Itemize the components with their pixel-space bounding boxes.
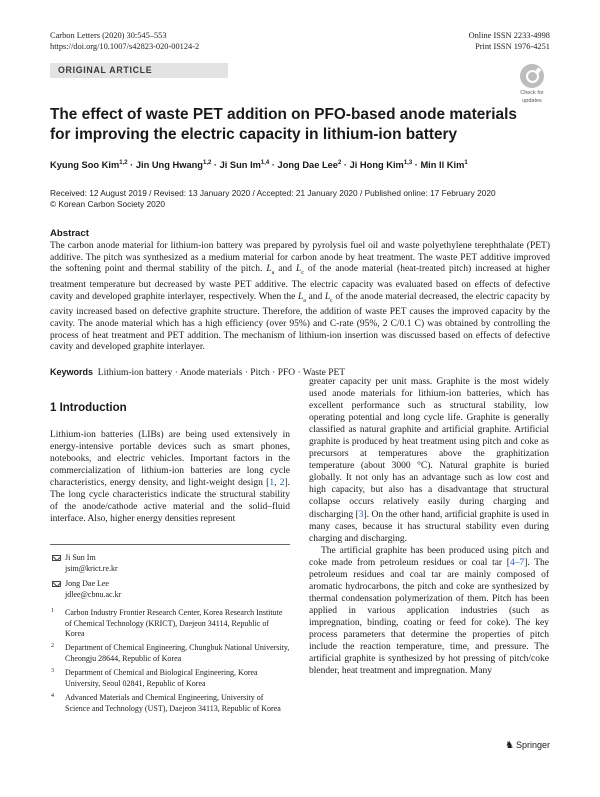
- abstract-text: The carbon anode material for lithium-ion battery was prepared by pyrolysis fuel oil and waste polyethylene terephthalate (PET) additive. The pitch was synthesized as a medium material for carbon anode by heat treatment. The waste PET additive improved the softening point and thermal stability of the pitch.: [50, 241, 550, 275]
- keywords-label: Keywords: [50, 367, 94, 377]
- paragraph: [309, 376, 549, 545]
- title-line-2: for improving the electric capacity in lithium-ion battery: [50, 126, 458, 143]
- author-affiliation-marker: 1,3: [403, 160, 413, 166]
- citation-link[interactable]: 2: [279, 478, 285, 489]
- author-affiliation-marker: 1: [464, 160, 468, 166]
- abstract-text: of the anode material decreased, the electric capacity by cavity increased based on defective graphite structure. Therefore, the addition of waste PET causes the improved capacity by the cavity. The anode material which has a high efficiency (over 95%) and C-rate (95%, 2 C/0.1 C) was obtained by controlling the process of heat treatment and PET addition. The mechanism of lithium-ion insertion was discussed based on effects of defective cavity and developed graphite interlayer.: [50, 291, 550, 353]
- affiliation-text: Advanced Materials and Chemical Engineering, University of Science and Technology (UST), Daejeon 34113, Republic of Korea: [65, 693, 281, 713]
- author-separator: ·: [341, 160, 350, 171]
- body-text: Lithium-ion batteries (LIBs) are being used extensively in energy-intensive portable devices such as smart phones, notebooks, and electric vehicles. Important factors in the commercialization of lithium-ion batteries are long cycle characteristics, energy density, and light-weight design [: [50, 430, 290, 489]
- check-updates-label-2: updates: [522, 98, 542, 104]
- affiliation-text: Carbon Industry Frontier Research Center, Korea Research Institute of Chemical Technology (KRICT), Daejeon 34114, Republic of Korea: [65, 608, 283, 639]
- abstract-text: of the anode material (heat-treated pitch) increased at higher treatment temperature but decreased by waste PET additive. The electric capacity was evaluated based on effects of defective cavity and developed graphite interlayer, respectively. When the: [50, 264, 551, 302]
- author-name[interactable]: Ji Hong Kim: [349, 160, 404, 171]
- abstract-text: and: [305, 291, 325, 302]
- journal-citation: Carbon Letters (2020) 30:545–553: [50, 31, 167, 40]
- running-header-right: [469, 30, 550, 52]
- lc-symbol: L: [324, 291, 331, 302]
- author-name[interactable]: Jong Dae Lee: [277, 160, 338, 171]
- copyright-notice: © Korean Carbon Society 2020: [50, 199, 165, 209]
- check-for-updates-button[interactable]: [514, 64, 550, 104]
- lc-symbol: L: [295, 264, 302, 275]
- author-separator: ·: [211, 160, 220, 171]
- author-affiliation-marker: 1,2: [119, 160, 128, 166]
- section-heading-introduction: 1 Introduction: [50, 402, 127, 414]
- author-name[interactable]: Min Il Kim: [420, 160, 465, 171]
- affiliation-text: Department of Chemical and Biological Engineering, Korea University, Seoul 02841, Republic of Korea: [65, 668, 258, 688]
- keywords-list: Lithium-ion battery · Anode materials · Pitch · PFO · Waste PET: [97, 368, 346, 378]
- la-symbol: L: [297, 291, 304, 302]
- publisher-name: Springer: [515, 740, 550, 750]
- abstract-body: [50, 241, 550, 354]
- doi-link[interactable]: https://doi.org/10.1007/s42823-020-00124-2: [50, 42, 200, 51]
- springer-horse-icon: ♞: [505, 740, 514, 751]
- publication-dates: Received: 12 August 2019 / Revised: 13 January 2020 / Accepted: 21 January 2020 / Published online: 17 February 2020: [50, 188, 496, 198]
- contact-name: Jong Dae Lee: [65, 579, 109, 588]
- check-updates-icon: [520, 64, 544, 88]
- envelope-icon: [52, 581, 61, 587]
- issn-online: Online ISSN 2233-4998: [468, 31, 550, 40]
- author-list: [50, 157, 570, 171]
- publisher-logo: [505, 740, 550, 751]
- affiliation: [50, 693, 290, 714]
- affiliation-number: 2: [51, 643, 54, 649]
- citation-link[interactable]: 1: [269, 478, 275, 489]
- article-type-label: ORIGINAL ARTICLE: [50, 63, 228, 78]
- body-text: The artificial graphite has been produced using pitch and coke made from petroleum residues or coal tar [: [309, 545, 549, 568]
- introduction-left-column: [50, 429, 290, 525]
- author-affiliation-marker: 2: [337, 160, 342, 166]
- author-separator: ·: [269, 160, 278, 171]
- body-text: greater capacity per unit mass. Graphite is the most widely used anode materials for lithium-ion batteries, which has excellent performance such as structural stability, low operating potential and long cycle life. Graphite is generally classified as natural graphite and artificial graphite. Artificial graphite is produced by heat treatment using pitch and coke as precursors at temperatures above the graphitization temperature (about 3000 °C). Natural graphite is buried globally. It not only has an advantage such as low cost and high capacity, but also has a disadvantage that structural collapse occurs relatively easily during charging and discharging [: [309, 377, 549, 520]
- affiliation-number: 1: [51, 608, 54, 614]
- body-text: ,: [274, 478, 280, 489]
- citation-link[interactable]: 4–7: [509, 557, 525, 568]
- author-separator: ·: [412, 160, 421, 171]
- contact-name: Ji Sun Im: [65, 553, 96, 562]
- abstract-heading: Abstract: [50, 228, 89, 239]
- paragraph: [309, 545, 549, 678]
- la-subscript: a: [271, 270, 275, 277]
- title-line-1: The effect of waste PET addition on PFO-based anode materials: [50, 106, 517, 123]
- affiliation: [50, 668, 290, 689]
- affiliation: [50, 643, 290, 664]
- article-title: [50, 105, 520, 145]
- envelope-icon: [52, 555, 61, 561]
- lc-subscript: c: [330, 297, 333, 304]
- corresponding-author-contact: [50, 579, 290, 600]
- contact-email[interactable]: jsim@krict.re.kr: [65, 563, 118, 573]
- citation-link[interactable]: 3: [358, 509, 364, 520]
- author-name[interactable]: Ji Sun Im: [219, 160, 261, 171]
- la-subscript: a: [303, 297, 306, 304]
- author-name[interactable]: Kyung Soo Kim: [50, 160, 120, 171]
- body-text: ]. On the other hand, artificial graphite is used in many cases, because it has structural stability even during charging and discharging.: [309, 509, 549, 544]
- contact-email[interactable]: jdlee@cbnu.ac.kr: [65, 589, 122, 599]
- running-header-left: [50, 30, 199, 52]
- abstract-text: and: [274, 264, 296, 275]
- author-affiliation-marker: 1,2: [202, 160, 212, 166]
- affiliation-number: 3: [51, 668, 54, 674]
- body-text: ]. The long cycle characteristics indicate the structural stability of the anode/cathode active material and the solid–fluid interface. Also, higher energy densities represent: [50, 478, 291, 525]
- affiliation: [50, 608, 290, 640]
- footnote-divider: [50, 544, 290, 545]
- body-text: ]. The petroleum residues and coal tar are mainly composed of aromatic hydrocarbons, the pitch and coke are synthesized by thermal condensation polymerization of them. Pitch has been applied in various application industries (such as impregnation, binding, coating or feed for coke). The key process parameters that determine the properties of pitch include the reaction temperature, time, and pressure. The artificial graphite is synthesized by hot pressing of pitch/coke blender, heat treatment and impregnation. Many: [309, 557, 549, 677]
- issn-print: Print ISSN 1976-4251: [475, 42, 550, 51]
- la-symbol: L: [266, 264, 272, 275]
- affiliation-number: 4: [51, 693, 54, 699]
- affiliation-text: Department of Chemical Engineering, Chungbuk National University, Cheongju 28644, Republic of Korea: [65, 643, 290, 663]
- author-affiliation-marker: 1,4: [260, 160, 270, 166]
- check-updates-label-1: Check for: [520, 90, 544, 96]
- lc-subscript: c: [301, 270, 304, 277]
- introduction-right-column: [309, 376, 549, 677]
- corresponding-author-contact: [50, 553, 290, 574]
- author-name[interactable]: Jin Ung Hwang: [135, 160, 203, 171]
- author-separator: ·: [127, 160, 136, 171]
